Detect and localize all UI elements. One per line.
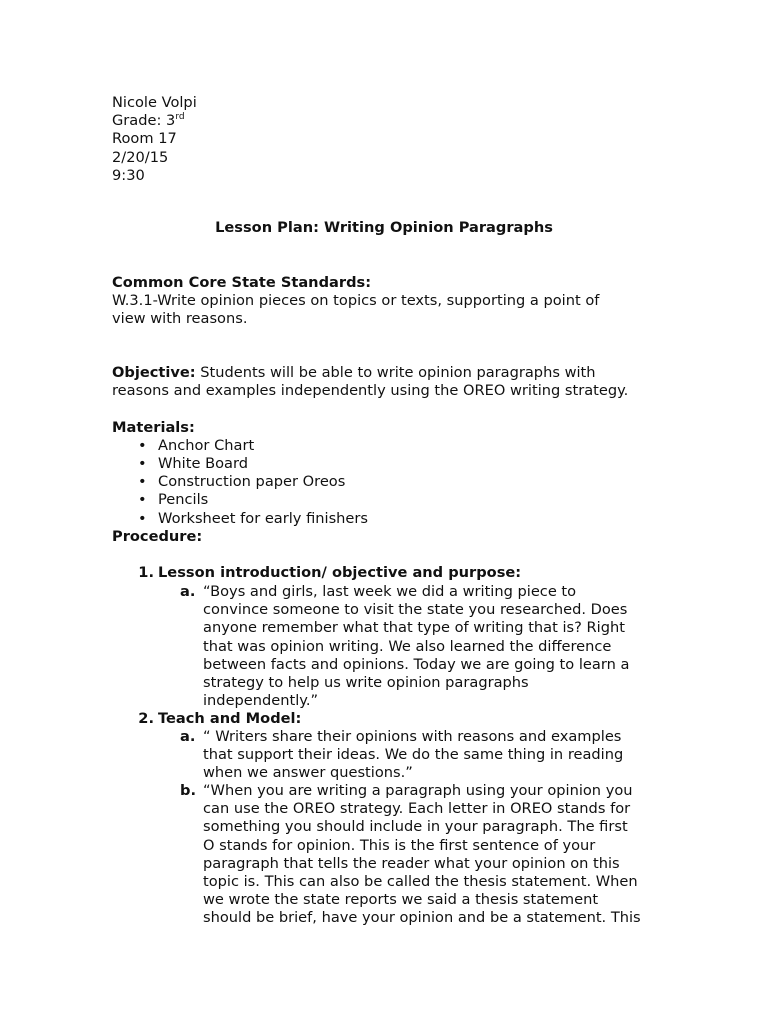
objective-section	[112, 364, 628, 400]
step-number: 1.	[138, 564, 154, 581]
text-line: convince someone to visit the state you researched. Does	[203, 601, 628, 619]
teacher-name: Nicole Volpi	[112, 94, 197, 111]
bullet-icon: •	[138, 437, 147, 454]
grade-text: Grade: 3	[112, 112, 176, 130]
text-line: should be brief, have your opinion and be a statement. This	[203, 909, 641, 927]
procedure-heading: Procedure:	[112, 528, 203, 545]
objective-line-2: reasons and examples independently using the OREO writing strategy.	[112, 382, 629, 400]
grade-line	[112, 112, 197, 130]
text-line: between facts and opinions. Today we are going to learn a	[203, 655, 630, 673]
text-line: “ Writers share their opinions with reasons and examples	[203, 728, 622, 745]
text-line: “Boys and girls, last week we did a writing piece to	[203, 583, 577, 600]
text-line: independently.”	[203, 692, 319, 710]
step-title: Lesson introduction/ objective and purpose:	[158, 564, 522, 581]
text-line: when we answer questions.”	[203, 764, 413, 782]
text-line: topic is. This can also be called the thesis statement. When	[203, 873, 638, 891]
text-line: that was opinion writing. We also learned the difference	[203, 637, 612, 655]
substep-letter: b.	[180, 782, 196, 799]
date-line: 2/20/15	[112, 148, 169, 166]
bullet-icon: •	[138, 455, 147, 472]
material-item: Anchor Chart	[158, 437, 255, 454]
text-line: can use the OREO strategy. Each letter in OREO stands for	[203, 800, 631, 818]
step-title: Teach and Model:	[158, 710, 302, 727]
room-line: Room 17	[112, 130, 177, 148]
standards-line-1: W.3.1-Write opinion pieces on topics or texts, supporting a point of	[112, 292, 600, 310]
bullet-icon: •	[138, 510, 147, 527]
objective-text-1: Students will be able to write opinion paragraphs with	[195, 364, 596, 381]
grade-superscript: rd	[175, 112, 185, 123]
text-line: strategy to help us write opinion paragraphs	[203, 674, 529, 692]
text-line: O stands for opinion. This is the first sentence of your	[203, 836, 596, 854]
text-line: something you should include in your paragraph. The first	[203, 818, 628, 836]
standards-section	[112, 274, 599, 329]
text-line: paragraph that tells the reader what your opinion on this	[203, 854, 620, 872]
text-line: that support their ideas. We do the same thing in reading	[203, 746, 624, 764]
substep-text	[203, 782, 663, 928]
material-item: Pencils	[158, 491, 209, 508]
material-item: Construction paper Oreos	[158, 473, 346, 490]
material-item: Worksheet for early finishers	[158, 510, 369, 527]
bullet-icon: •	[138, 473, 147, 490]
time-line: 9:30	[112, 166, 145, 184]
step-number: 2.	[138, 710, 154, 727]
text-line: we wrote the state reports we said a thesis statement	[203, 891, 599, 909]
standards-line-2: view with reasons.	[112, 310, 248, 328]
substep-text	[203, 728, 663, 783]
substep-text	[203, 583, 663, 710]
objective-label: Objective:	[112, 364, 196, 381]
text-line: anyone remember what that type of writing that is? Right	[203, 619, 625, 637]
material-item: White Board	[158, 455, 248, 472]
text-line: “When you are writing a paragraph using your opinion you	[203, 782, 633, 799]
lesson-title: Lesson Plan: Writing Opinion Paragraphs	[215, 219, 553, 236]
substep-letter: a.	[180, 728, 196, 745]
bullet-icon: •	[138, 491, 147, 508]
substep-letter: a.	[180, 583, 196, 600]
materials-heading: Materials:	[112, 419, 195, 436]
header-block	[112, 94, 197, 185]
objective-line-1	[112, 364, 628, 382]
standards-heading: Common Core State Standards:	[112, 274, 372, 291]
